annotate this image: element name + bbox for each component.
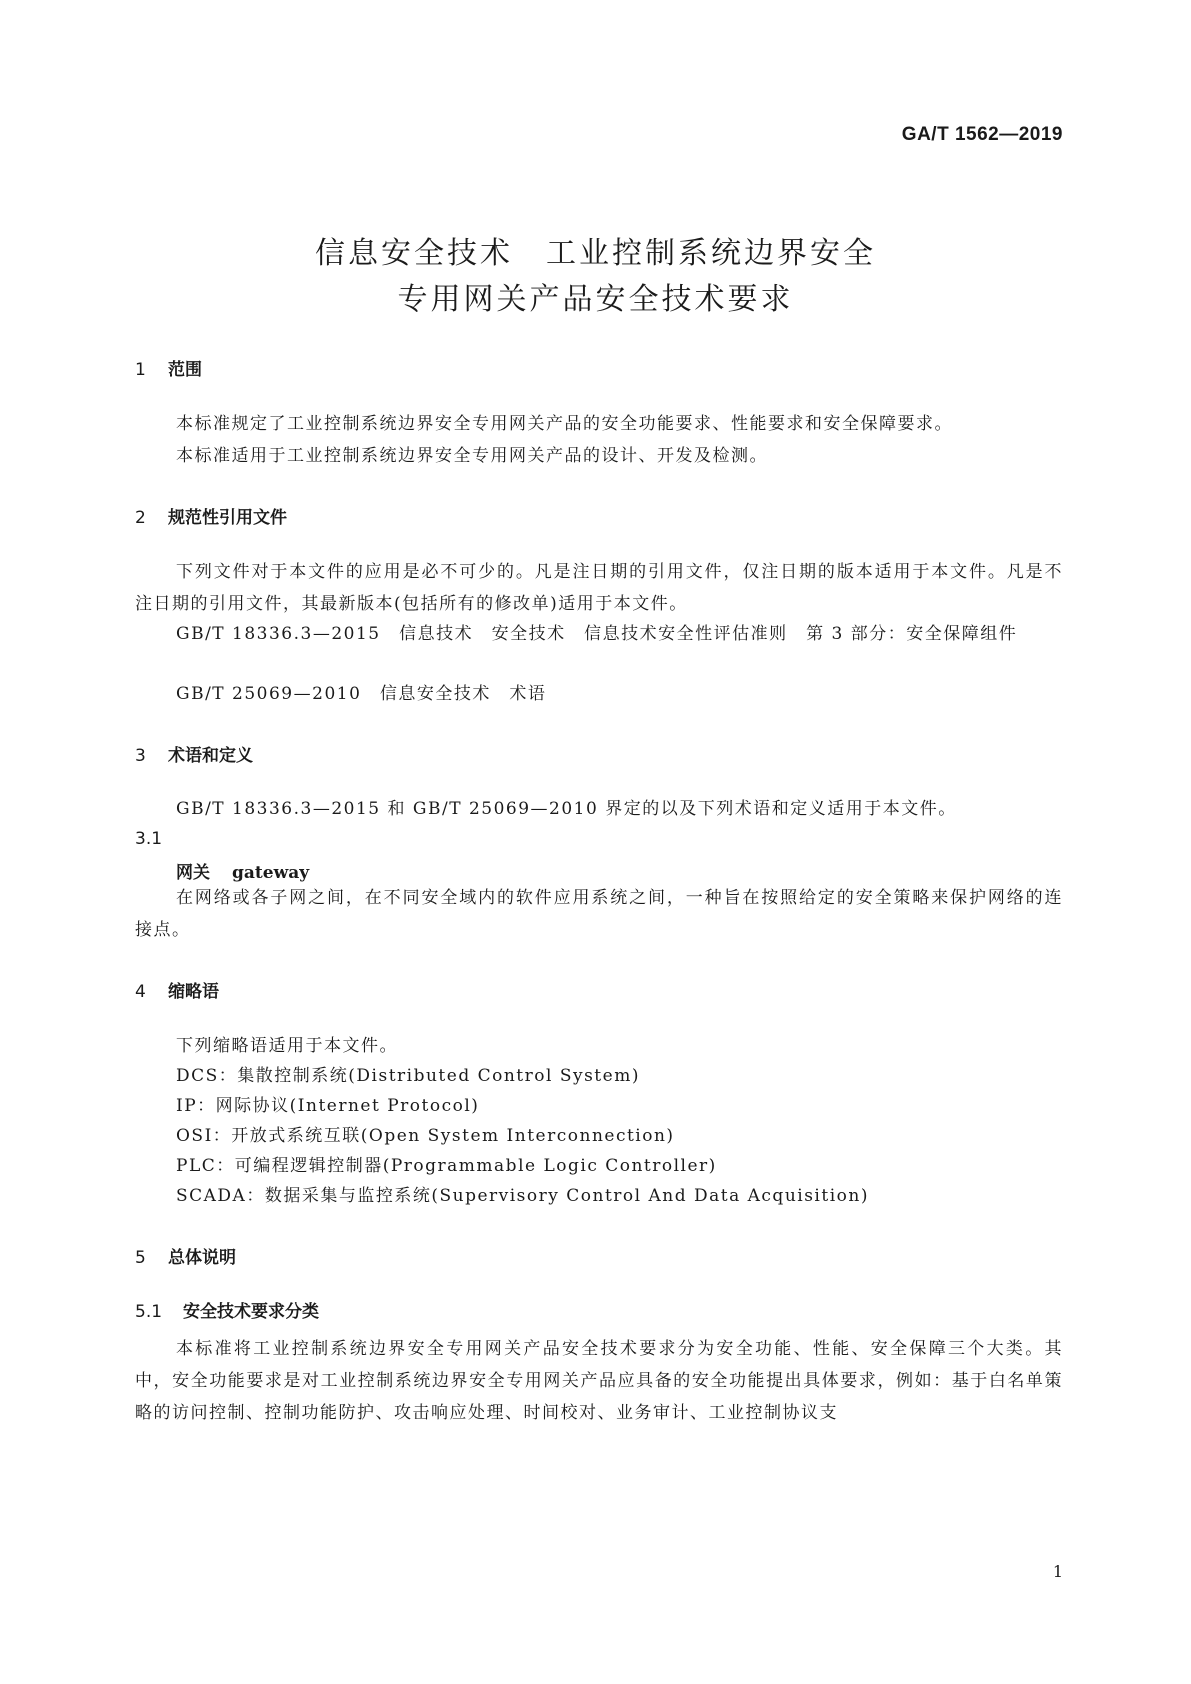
- abbreviation-item: DCS：集散控制系统(Distributed Control System): [176, 1066, 640, 1086]
- term-number: 3.1: [135, 829, 163, 849]
- normative-reference-2: GB/T 25069—2010 信息安全技术 术语: [176, 684, 547, 704]
- subsection-5-1-heading: [135, 1297, 319, 1322]
- section-4-heading: [135, 977, 219, 1002]
- section-1-paragraph-2: 本标准适用于工业控制系统边界安全专用网关产品的设计、开发及检测。: [176, 446, 768, 466]
- section-5-1-paragraph: 本标准将工业控制系统边界安全专用网关产品安全技术要求分为安全功能、性能、安全保障三个大类。其中，安全功能要求是对工业控制系统边界安全专用网关产品应具备的安全功能提出具体要求，例如：基于白名单策略的访问控制、控制功能防护、攻击响应处理、时间校对、业务审计、工业控制协议支: [135, 1339, 1063, 1423]
- standard-code: GA/T 1562—2019: [901, 124, 1063, 145]
- subsection-number: 5.1: [135, 1302, 163, 1322]
- section-1-heading: [135, 355, 202, 380]
- section-title: 缩略语: [168, 982, 219, 1002]
- section-title: 规范性引用文件: [168, 508, 287, 528]
- page-number: 1: [1052, 1562, 1063, 1581]
- section-3-heading: [135, 741, 253, 766]
- section-title: 范围: [168, 360, 202, 380]
- abbreviation-item: IP：网际协议(Internet Protocol): [176, 1096, 480, 1116]
- section-number: 5: [135, 1248, 146, 1268]
- section-number: 2: [135, 508, 146, 528]
- section-3-paragraph: GB/T 18336.3—2015 和 GB/T 25069—2010 界定的以及下列术语和定义适用于本文件。: [176, 799, 957, 819]
- section-number: 1: [135, 360, 146, 380]
- subsection-title: 安全技术要求分类: [183, 1302, 319, 1322]
- term-definition: 在网络或各子网之间，在不同安全域内的软件应用系统之间，一种旨在按照给定的安全策略来保护网络的连接点。: [135, 888, 1063, 940]
- section-title: 总体说明: [168, 1248, 236, 1268]
- section-5-heading: [135, 1243, 236, 1268]
- abbreviation-item: OSI：开放式系统互联(Open System Interconnection): [176, 1126, 675, 1146]
- abbreviation-item: PLC：可编程逻辑控制器(Programmable Logic Controller): [176, 1156, 717, 1176]
- section-4-paragraph: 下列缩略语适用于本文件。: [176, 1036, 398, 1056]
- section-number: 4: [135, 982, 146, 1002]
- section-title: 术语和定义: [168, 746, 253, 766]
- document-title-line-2: 专用网关产品安全技术要求: [397, 282, 794, 317]
- normative-reference-1: GB/T 18336.3—2015 信息技术 安全技术 信息技术安全性评估准则 第 3 部分：安全保障组件: [176, 624, 1018, 644]
- abbreviation-item: SCADA：数据采集与监控系统(Supervisory Control And Data Acquisition): [176, 1186, 869, 1206]
- section-2-heading: [135, 503, 287, 528]
- section-number: 3: [135, 746, 146, 766]
- term-english: gateway: [232, 863, 310, 883]
- term-entry: [176, 858, 309, 883]
- document-title-line-1: 信息安全技术 工业控制系统边界安全: [315, 236, 876, 271]
- section-1-paragraph-1: 本标准规定了工业控制系统边界安全专用网关产品的安全功能要求、性能要求和安全保障要求。: [176, 414, 953, 434]
- term-chinese: 网关: [176, 863, 210, 883]
- section-2-paragraph: 下列文件对于本文件的应用是必不可少的。凡是注日期的引用文件，仅注日期的版本适用于本文件。凡是不注日期的引用文件，其最新版本(包括所有的修改单)适用于本文件。: [135, 562, 1063, 614]
